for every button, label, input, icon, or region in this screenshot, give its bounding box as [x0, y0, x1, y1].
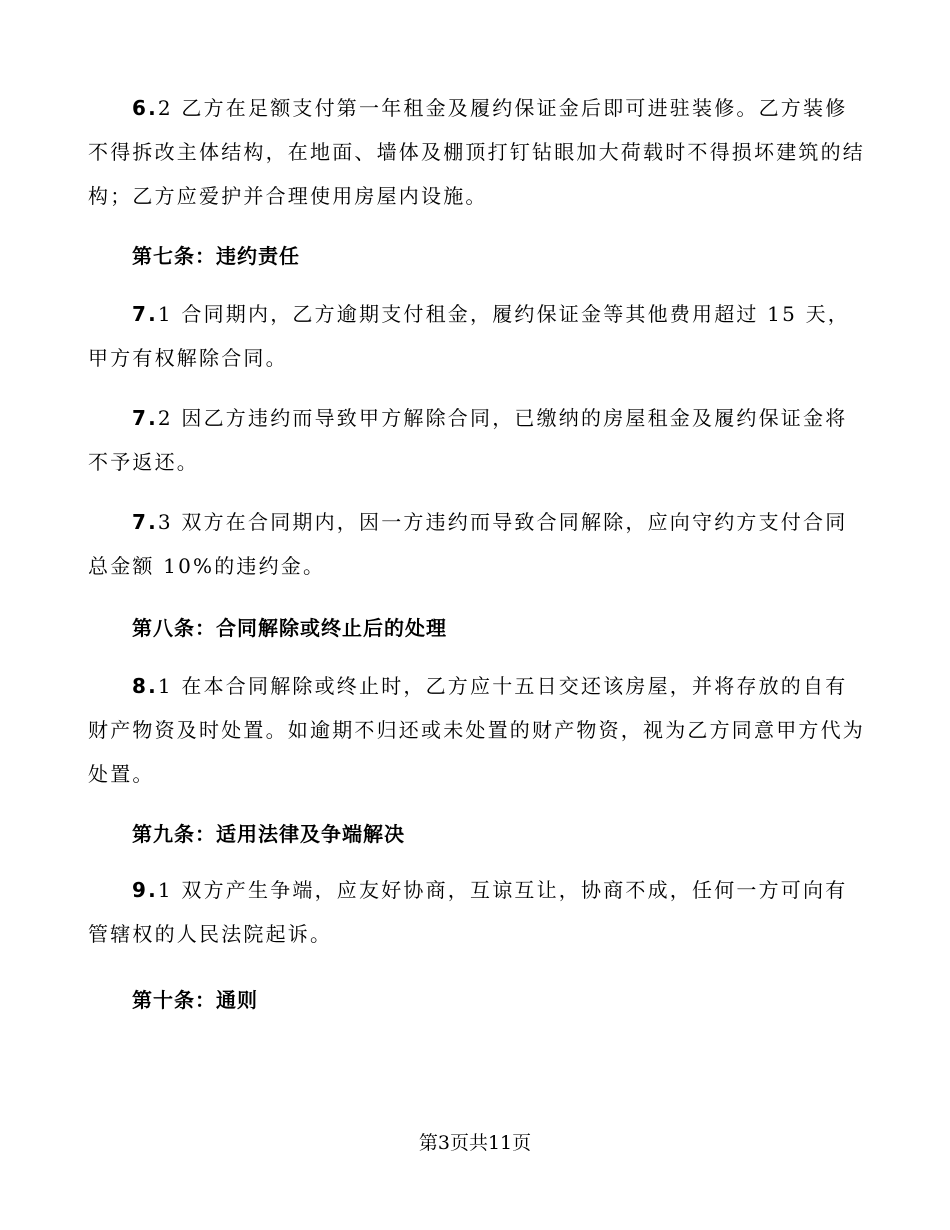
clause-7-1 — [88, 292, 868, 380]
article-9-heading: 第九条：适用法律及争端解决 — [132, 822, 405, 846]
clause-number: 8. — [132, 674, 158, 698]
clause-text: 1 合同期内，乙方逾期支付租金，履约保证金等其他费用超过 15 天，甲方有权解除合同。 — [88, 302, 850, 370]
clause-7-3 — [88, 500, 868, 588]
clause-number: 9. — [132, 878, 158, 902]
clause-text: 3 双方在合同期内，因一方违约而导致合同解除，应向守约方支付合同总金额 10%的违约金。 — [88, 510, 848, 578]
clause-7-2 — [88, 396, 868, 484]
page-number-footer: 第3页共11页 — [418, 1132, 532, 1154]
clause-number: 7. — [132, 510, 158, 534]
clause-number: 7. — [132, 302, 158, 326]
clause-text: 1 双方产生争端，应友好协商，互谅互让，协商不成，任何一方可向有管辖权的人民法院起诉。 — [88, 878, 848, 946]
article-10-heading: 第十条：通则 — [132, 988, 258, 1012]
clause-text: 1 在本合同解除或终止时，乙方应十五日交还该房屋，并将存放的自有财产物资及时处置。如逾期不归还或未处置的财产物资，视为乙方同意甲方代为处置。 — [88, 674, 865, 786]
article-8-heading: 第八条：合同解除或终止后的处理 — [132, 616, 447, 640]
clause-text: 2 乙方在足额支付第一年租金及履约保证金后即可进驻装修。乙方装修不得拆改主体结构，在地面、墙体及棚顶打钉钻眼加大荷载时不得损坏建筑的结构；乙方应爱护并合理使用房屋内设施。 — [88, 96, 865, 208]
clause-text: 2 因乙方违约而导致甲方解除合同，已缴纳的房屋租金及履约保证金将不予返还。 — [88, 406, 848, 474]
clause-6-2 — [88, 86, 868, 218]
clause-9-1 — [88, 868, 868, 956]
clause-number: 6. — [132, 96, 158, 120]
article-7-heading: 第七条：违约责任 — [132, 244, 300, 268]
clause-number: 7. — [132, 406, 158, 430]
clause-8-1 — [88, 664, 868, 796]
